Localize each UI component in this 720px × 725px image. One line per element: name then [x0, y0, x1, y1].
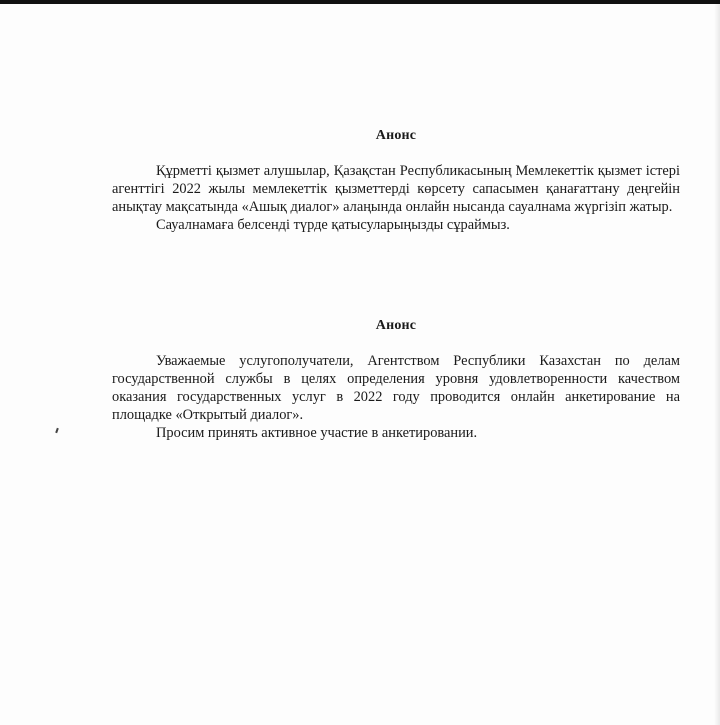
announcement-paragraph-ru: Уважаемые услугополучатели, Агентством Республики Казахстан по делам государственной службы в целях определения уровня удовлетворенности качеством оказания государственных услуг в 2022 году проводится онлайн анкетирование на площадке «Открытый диалог». — [112, 353, 680, 423]
announcement-request-kz: Сауалнамаға белсенді түрде қатысуларыңызды сұраймыз. — [156, 217, 510, 233]
announcement-kazakh — [112, 128, 680, 234]
scan-speck — [55, 428, 59, 433]
announcement-paragraph-kz: Құрметті қызмет алушылар, Қазақстан Республикасының Мемлекеттік қызмет істері агенттігі 2022 жылы мемлекеттік қызметтерді көрсету сапасымен қанағаттану деңгейін анықтау мақсатында «Ашық диалог» алаңында онлайн нысанда сауалнама жүргізіп жатыр. — [112, 163, 680, 215]
scan-right-shadow — [714, 0, 720, 725]
announcement-russian — [112, 318, 680, 442]
announcement-request-ru: Просим принять активное участие в анкетировании. — [156, 425, 478, 441]
announcement-heading-ru: Анонс — [375, 318, 417, 333]
scan-top-edge — [0, 0, 720, 4]
announcement-heading-kz: Анонс — [375, 128, 417, 143]
